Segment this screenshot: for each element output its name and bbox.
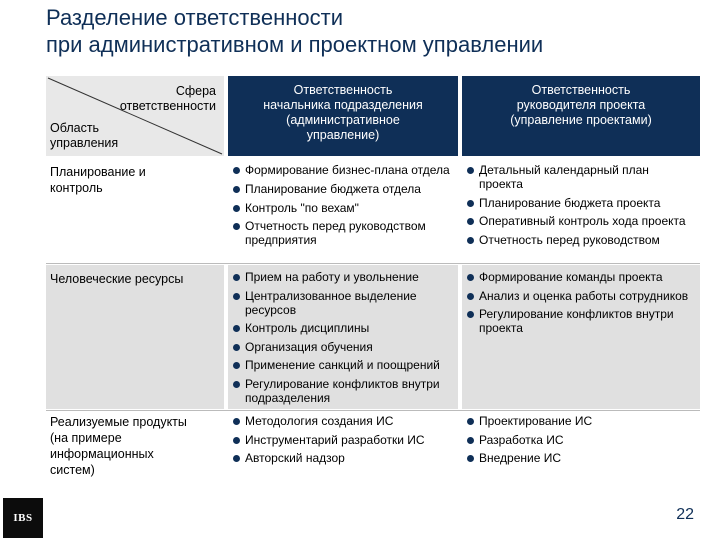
list-item — [466, 163, 696, 191]
bullet-icon — [233, 362, 240, 369]
bullet-icon — [233, 455, 240, 462]
row-divider — [46, 410, 700, 411]
bullet-icon — [467, 167, 474, 174]
list-item — [232, 358, 454, 372]
admin-list — [232, 270, 454, 409]
list-item — [232, 219, 454, 247]
list-item-text: Регулирование конфликтов внутри проекта — [479, 307, 674, 335]
list-item — [232, 451, 454, 465]
list-item — [232, 340, 454, 354]
list-item — [232, 321, 454, 335]
list-item-text: Инструментарий разработки ИС — [245, 432, 425, 447]
header-admin-label: Ответственность начальника подразделения (административное управление) — [263, 83, 423, 142]
bullet-icon — [233, 293, 240, 300]
list-item-text: Планирование бюджета проекта — [479, 195, 661, 210]
list-item-text: Формирование команды проекта — [479, 270, 663, 284]
slide-title-line1: Разделение ответственности — [46, 5, 343, 30]
list-item — [232, 182, 454, 196]
list-item — [232, 433, 454, 447]
admin-list — [232, 163, 454, 252]
admin-cell — [228, 158, 458, 262]
project-list — [466, 163, 696, 251]
bullet-icon — [467, 293, 474, 300]
bullet-icon — [467, 200, 474, 207]
list-item-text: Анализ и оценка работы сотрудников — [479, 288, 689, 303]
page-number: 22 — [676, 506, 694, 523]
list-item — [232, 377, 454, 405]
list-item-text: Оперативный контроль хода проекта — [479, 214, 686, 228]
bullet-icon — [233, 205, 240, 212]
list-item-text: Разработка ИС — [479, 432, 564, 447]
list-item-text: Проектирование ИС — [479, 414, 593, 428]
list-item-text: Применение санкций и поощрений — [245, 358, 440, 372]
row-label: Человеческие ресурсы — [50, 272, 184, 286]
table-row-products — [46, 412, 700, 484]
slide-title-line2: при административном и проектном управлении — [46, 32, 544, 57]
list-item — [466, 414, 696, 428]
row-label: Реализуемые продукты (на примере информационных систем) — [50, 415, 187, 477]
list-item-text: Прием на работу и увольнение — [245, 270, 419, 284]
list-item — [466, 307, 696, 335]
list-item — [466, 233, 696, 247]
list-item-text: Отчетность перед руководством — [479, 232, 660, 247]
list-item-text: Централизованное выделение ресурсов — [245, 288, 417, 317]
list-item — [466, 214, 696, 228]
bullet-icon — [233, 418, 240, 425]
corner-label-sphere: Сфера ответственности — [119, 84, 216, 113]
list-item — [232, 163, 454, 177]
bullet-icon — [467, 437, 474, 444]
bullet-icon — [233, 274, 240, 281]
admin-cell — [228, 265, 458, 409]
bullet-icon — [467, 237, 474, 244]
list-item — [232, 289, 454, 317]
admin-cell — [228, 412, 458, 484]
bullet-icon — [233, 186, 240, 193]
list-item-text: Организация обучения — [245, 339, 373, 354]
row-label-cell — [46, 158, 224, 262]
slide-title — [46, 4, 706, 58]
header-project-cell — [462, 76, 700, 156]
bullet-icon — [467, 218, 474, 225]
project-list — [466, 414, 696, 470]
row-label: Планирование и контроль — [50, 165, 146, 195]
project-cell — [462, 158, 700, 262]
list-item — [466, 270, 696, 284]
bullet-icon — [233, 223, 240, 230]
list-item — [232, 201, 454, 215]
list-item — [466, 196, 696, 210]
bullet-icon — [467, 418, 474, 425]
bullet-icon — [467, 311, 474, 318]
list-item-text: Авторский надзор — [245, 451, 345, 465]
header-project-label: Ответственность руководителя проекта (управление проектами) — [510, 83, 652, 127]
bullet-icon — [467, 274, 474, 281]
list-item — [466, 289, 696, 303]
header-admin-cell — [228, 76, 458, 156]
bullet-icon — [233, 167, 240, 174]
table-row-planning — [46, 158, 700, 262]
row-label-cell — [46, 265, 224, 409]
bullet-icon — [233, 344, 240, 351]
row-divider — [46, 263, 700, 264]
list-item — [232, 414, 454, 428]
bullet-icon — [233, 381, 240, 388]
list-item-text: Методология создания ИС — [245, 414, 394, 428]
project-cell — [462, 265, 700, 409]
list-item-text: Планирование бюджета отдела — [245, 181, 421, 196]
table-row-human-resources — [46, 265, 700, 409]
project-list — [466, 270, 696, 340]
bullet-icon — [233, 437, 240, 444]
list-item-text: Контроль "по вехам" — [245, 200, 359, 215]
list-item-text: Регулирование конфликтов внутри подразделения — [245, 376, 440, 405]
row-label-cell — [46, 412, 224, 484]
list-item-text: Отчетность перед руководством предприятия — [245, 219, 426, 247]
list-item-text: Внедрение ИС — [479, 451, 562, 465]
list-item — [466, 451, 696, 465]
table-header-row — [46, 76, 700, 156]
list-item-text: Детальный календарный план проекта — [479, 163, 649, 191]
list-item — [232, 270, 454, 284]
list-item — [466, 433, 696, 447]
project-cell — [462, 412, 700, 484]
bullet-icon — [467, 455, 474, 462]
list-item-text: Контроль дисциплины — [245, 321, 370, 335]
bullet-icon — [233, 325, 240, 332]
header-corner-cell — [46, 76, 224, 156]
list-item-text: Формирование бизнес-плана отдела — [245, 163, 450, 177]
responsibility-table — [46, 76, 700, 484]
corner-label-area: Область управления — [50, 121, 119, 150]
ibs-logo: IBS — [3, 498, 43, 538]
admin-list — [232, 414, 454, 470]
